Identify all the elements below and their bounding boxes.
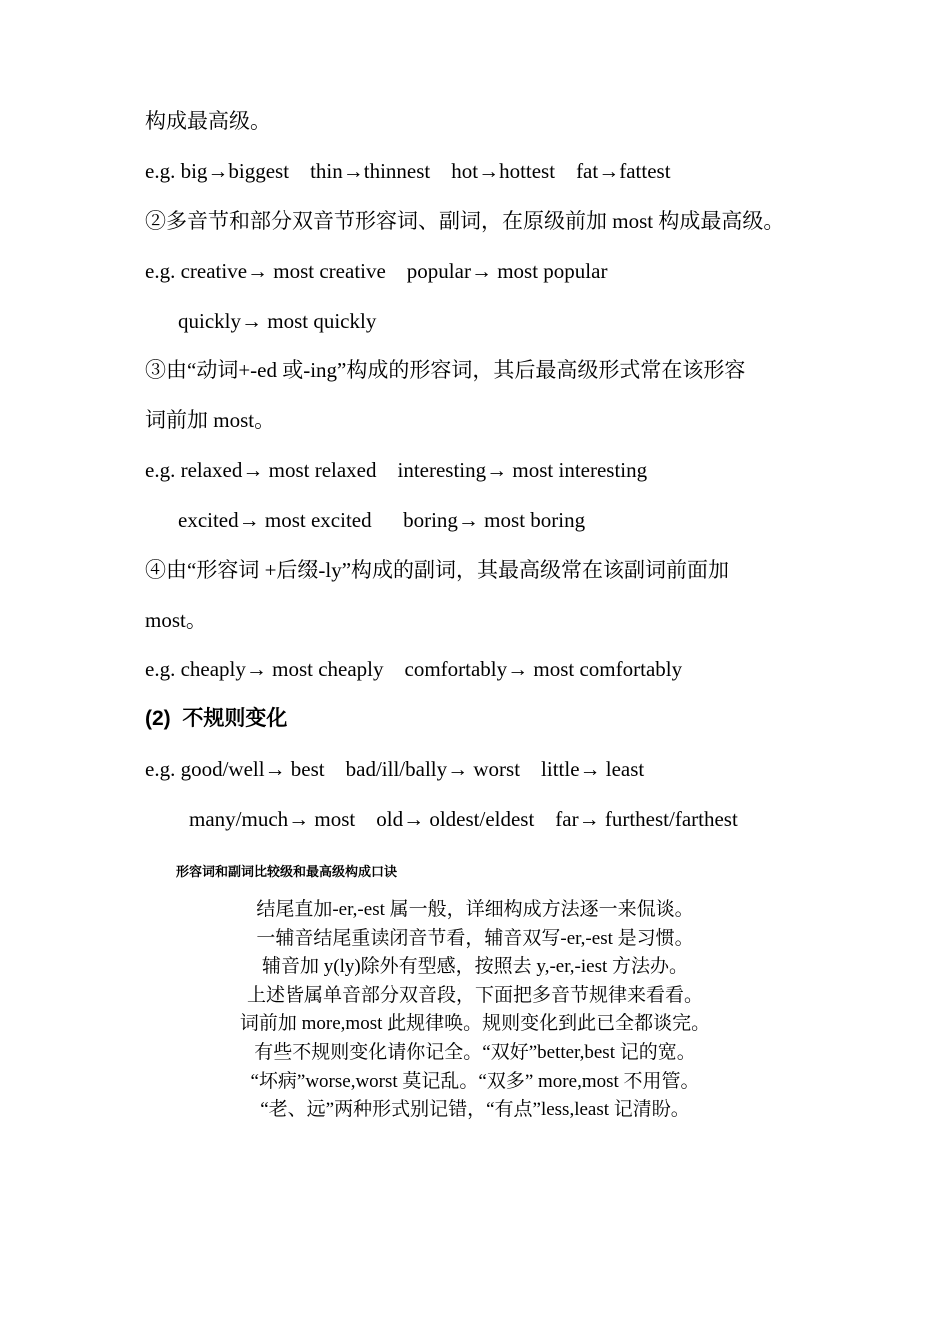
text-line-example-irregular-1: e.g. good/well→ best bad/ill/bally→ worst little→ least (145, 757, 645, 781)
text-line-example-irregular-2: many/much→ most old→ oldest/eldest far→ furthest/farthest (189, 807, 738, 831)
rhyme-line: 词前加 more,most 此规律唤。规则变化到此已全都谈完。 (239, 1013, 711, 1035)
text-line-example-double-consonant: e.g. big→biggest thin→thinnest hot→hottest fat→fattest (145, 159, 671, 183)
text-line-example-most-2: quickly→ most quickly (178, 309, 377, 333)
text-line-example-most-1: e.g. creative→ most creative popular→ most popular (145, 259, 608, 283)
rhyme-line: “坏病”worse,worst 莫记乱。“双多” more,most 不用管。 (250, 1070, 700, 1092)
text-line-rule-participle-adjective-cont: 词前加 most。 (145, 408, 276, 432)
rhyme-title: 形容词和副词比较级和最高级构成口诀 (176, 864, 398, 879)
text-line-example-participle-2: excited→ most excited boring→ most boring (178, 508, 586, 532)
text-line-superlative-formation: 构成最高级。 (145, 109, 271, 133)
text-line-example-participle-1: e.g. relaxed→ most relaxed interesting→ most interesting (145, 458, 648, 482)
text-line-rule-ly-adverb-cont: most。 (145, 608, 207, 632)
rhyme-line: 一辅音结尾重读闭音节看，辅音双写-er,-est 是习惯。 (256, 927, 694, 949)
rhyme-block (0, 896, 950, 1125)
rhyme-line: 结尾直加-er,-est 属一般，详细构成方法逐一来侃谈。 (256, 899, 694, 920)
text-line-rule-ly-adverb: ④由“形容词 +后缀-ly”构成的副词，其最高级常在该副词前面加 (145, 558, 730, 582)
text-line-rule-participle-adjective: ③由“动词+-ed 或-ing”构成的形容词，其后最高级形式常在该形容 (145, 358, 746, 382)
rhyme-line: 上述皆属单音部分双音段，下面把多音节规律来看看。 (246, 984, 703, 1006)
text-line-rule-multisyllable: ②多音节和部分双音节形容词、副词，在原级前加 most 构成最高级。 (145, 209, 785, 233)
section-heading-irregular: (2) 不规则变化 (145, 707, 288, 730)
text-line-example-ly-adverb: e.g. cheaply→ most cheaply comfortably→ most comfortably (145, 657, 683, 681)
rhyme-line: 辅音加 y(ly)除外有型感，按照去 y,-er,-iest 方法办。 (262, 956, 688, 978)
rhyme-line: “老、远”两种形式别记错，“有点”less,least 记清盼。 (260, 1099, 690, 1121)
rhyme-line: 有些不规则变化请你记全。“双好”better,best 记的宽。 (254, 1041, 696, 1063)
